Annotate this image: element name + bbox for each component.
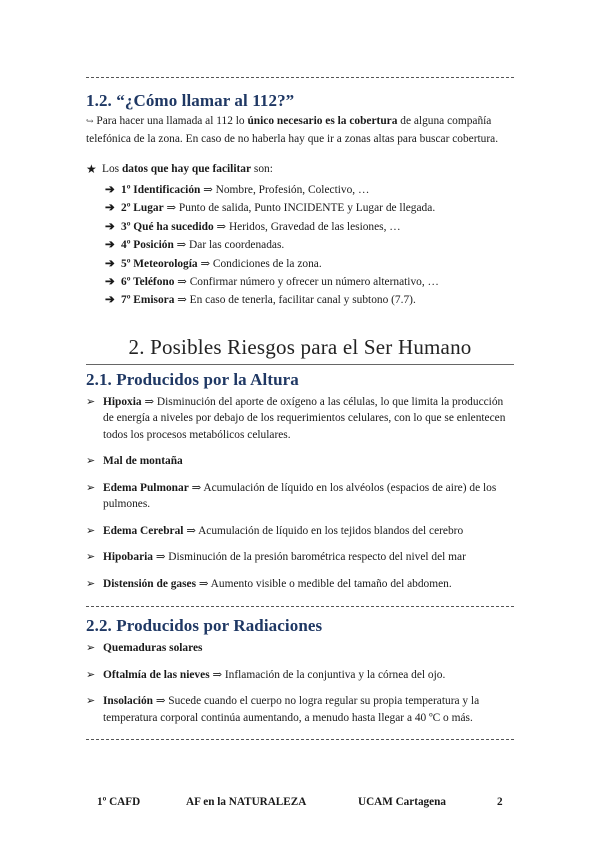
list-item: ➢ Hipoxia ⇒ Disminución del aporte de oxígeno a las células, lo que limita la producción de energía a niveles por debajo de los requerimientos celulares, con lo que se enlentecen todos los procesos metabólicos celulares. <box>86 394 514 444</box>
arrow-bullet-icon: ➔ <box>105 220 115 233</box>
list-item: ➔ 7º Emisora ⇒ En caso de tenerla, facilitar canal y subtono (7.7). <box>105 291 514 309</box>
list-item: ➔ 3º Qué ha sucedido ⇒ Heridos, Gravedad de las lesiones, … <box>105 218 514 236</box>
section-title-2: 2. Posibles Riesgos para el Ser Humano <box>128 334 472 359</box>
arrow-bullet-icon: ➔ <box>105 184 115 196</box>
arrowhead-bullet-icon: ➢ <box>86 642 96 655</box>
arrowhead-bullet-icon: ➢ <box>86 695 96 708</box>
list-item: ➢ Mal de montaña <box>86 453 514 470</box>
list-item: ➔ 5º Meteorología ⇒ Condiciones de la zona. <box>105 255 514 273</box>
list-item: ➔ 4º Posición ⇒ Dar las coordenadas. <box>105 236 514 254</box>
list-item: ➔ 2º Lugar ⇒ Punto de salida, Punto INCIDENTE y Lugar de llegada. <box>105 199 514 217</box>
arrow-bullet-icon: ➔ <box>105 257 115 270</box>
arrowhead-bullet-icon: ➢ <box>86 577 96 590</box>
return-arrow-icon: ↪ <box>86 116 94 126</box>
list-item: ➢ Oftalmía de las nieves ⇒ Inflamación de la conjuntiva y la córnea del ojo. <box>86 667 514 684</box>
footer-page-number: 2 <box>497 796 503 808</box>
list-item: ➢ Edema Cerebral ⇒ Acumulación de líquido en los tejidos blandos del cerebro <box>86 523 514 540</box>
altitude-risks-list <box>86 394 514 593</box>
list-item: ➢ Hipobaria ⇒ Disminución de la presión barométrica respecto del nivel del mar <box>86 549 514 566</box>
section-divider <box>86 606 514 607</box>
document-page <box>86 0 514 740</box>
call-112-intro: ↪ Para hacer una llamada al 112 lo único necesario es la cobertura de alguna compañía telefónica de la zona. En caso de no haberla hay que ir a zonas altas para buscar cobertura. <box>86 115 499 145</box>
arrowhead-bullet-icon: ➢ <box>86 455 96 468</box>
arrowhead-bullet-icon: ➢ <box>86 395 96 408</box>
arrowhead-bullet-icon: ➢ <box>86 668 96 681</box>
arrow-bullet-icon: ➔ <box>105 239 115 252</box>
star-icon: ★ <box>86 162 97 176</box>
data-to-provide-list <box>86 181 514 310</box>
footer-subject: AF en la NATURALEZA <box>186 796 307 808</box>
data-to-provide-heading: ★ Los datos que hay que facilitar son: <box>86 162 273 176</box>
section-divider <box>86 739 514 740</box>
list-item: ➢ Quemaduras solares <box>86 640 514 657</box>
section-divider <box>86 77 514 78</box>
footer-university: UCAM Cartagena <box>358 796 446 808</box>
list-item: ➢ Edema Pulmonar ⇒ Acumulación de líquido en los alvéolos (espacios de aire) de los pulmones. <box>86 480 514 513</box>
arrow-bullet-icon: ➔ <box>105 294 115 307</box>
arrow-bullet-icon: ➔ <box>105 276 115 289</box>
section-title-1-2: 1.2. “¿Cómo llamar al 112?” <box>86 91 295 110</box>
section-title-2-1: 2.1. Producidos por la Altura <box>86 369 299 389</box>
heading-rule <box>86 364 514 365</box>
list-item: ➢ Distensión de gases ⇒ Aumento visible o medible del tamaño del abdomen. <box>86 576 514 593</box>
section-title-2-2: 2.2. Producidos por Radiaciones <box>86 616 323 636</box>
footer-course: 1º CAFD <box>97 796 141 808</box>
arrow-bullet-icon: ➔ <box>105 202 115 215</box>
arrowhead-bullet-icon: ➢ <box>86 524 96 537</box>
list-item: ➔ 6º Teléfono ⇒ Confirmar número y ofrecer un número alternativo, … <box>105 273 514 291</box>
list-item: ➔ 1º Identificación ⇒ Nombre, Profesión, Colectivo, … <box>105 181 514 199</box>
arrowhead-bullet-icon: ➢ <box>86 551 96 564</box>
arrowhead-bullet-icon: ➢ <box>86 481 96 494</box>
radiation-risks-list <box>86 640 514 726</box>
list-item: ➢ Insolación ⇒ Sucede cuando el cuerpo no logra regular su propia temperatura y la temperatura corporal continúa aumentando, a menudo hasta llegar a 40 ºC o más. <box>86 693 514 726</box>
page-footer <box>97 796 505 812</box>
